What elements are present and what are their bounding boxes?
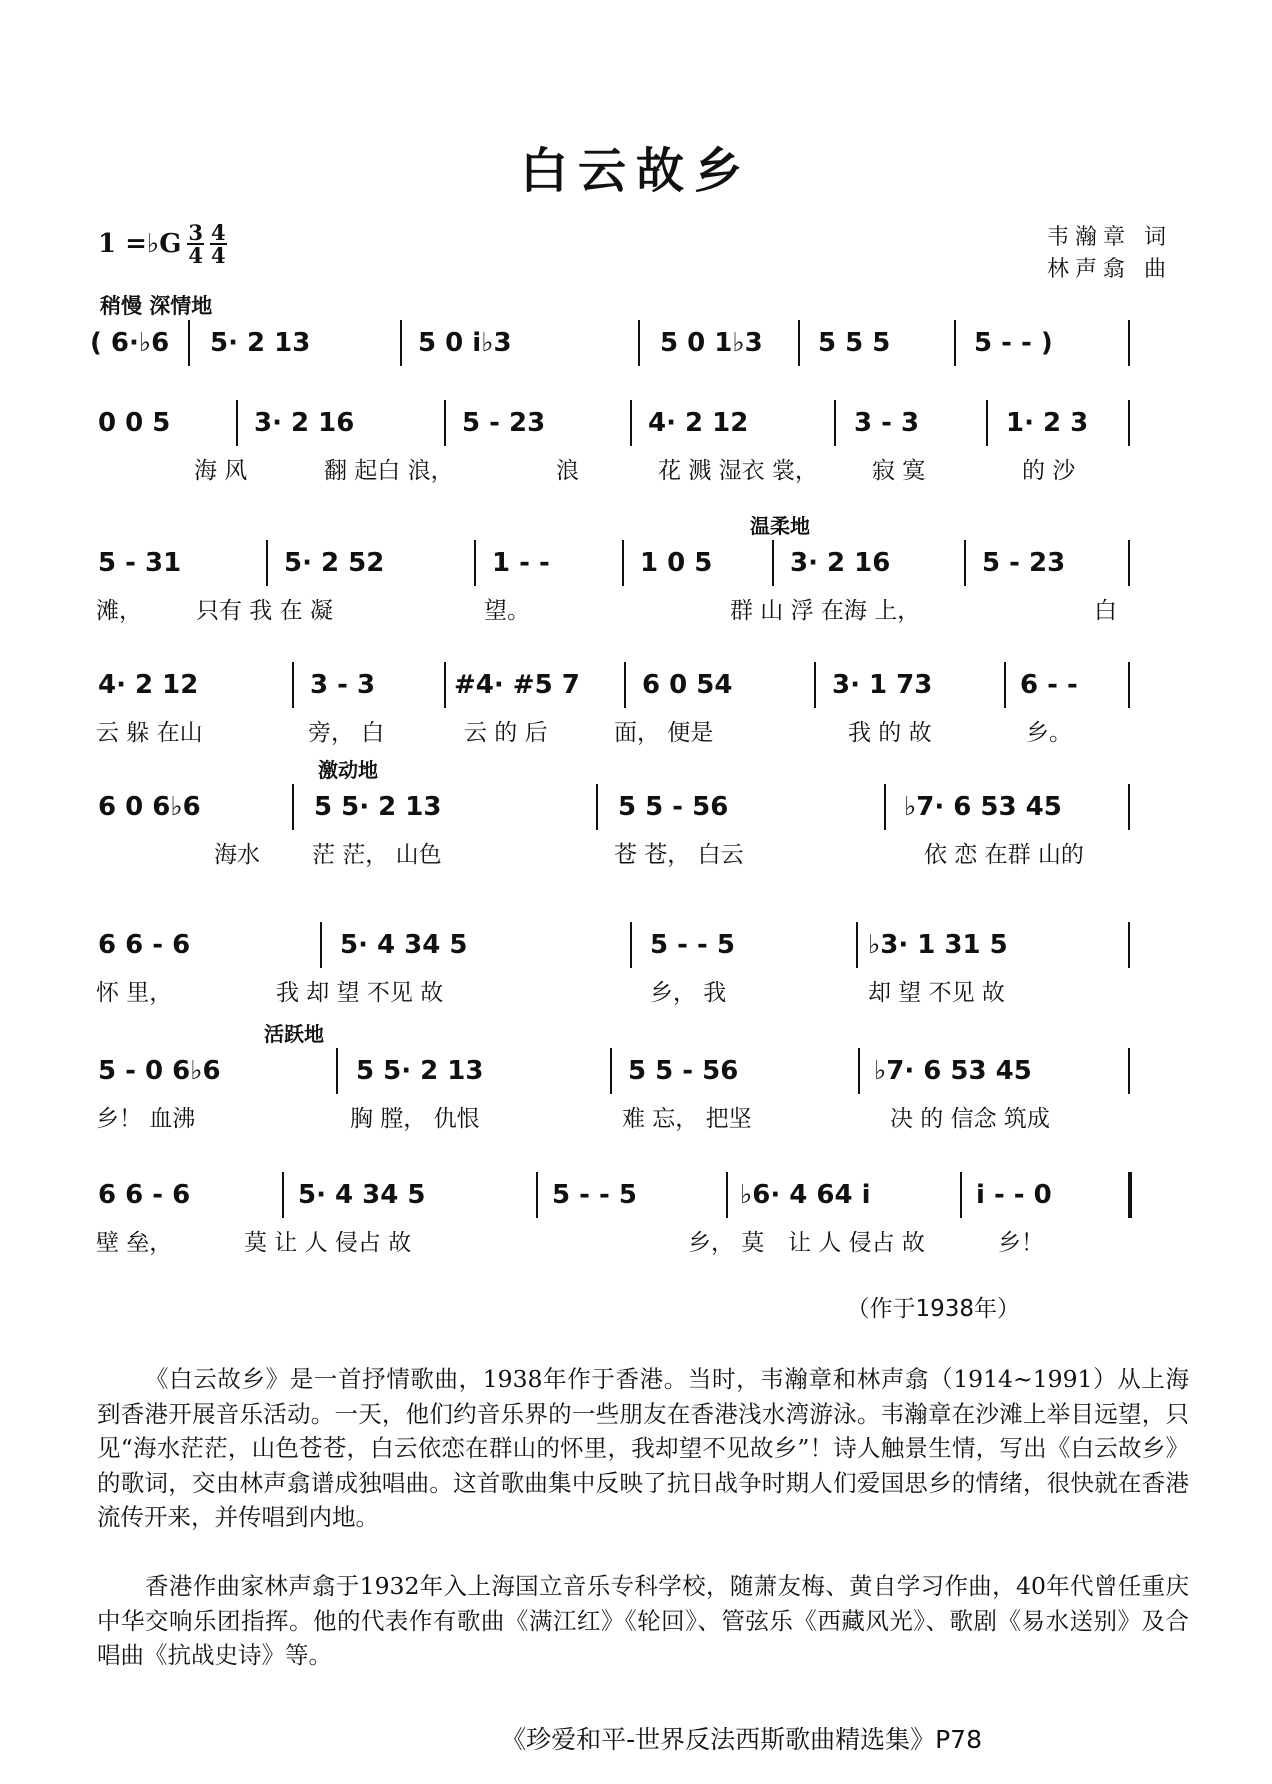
measure: 5 - 23 <box>462 408 546 438</box>
lyrics-row: 壁 垒， 莫 让 人 侵占 故 乡， 莫 让 人 侵占 故 乡！ <box>96 1230 1044 1256</box>
measure: 5 0 1♭3 <box>660 328 763 358</box>
score-system-1 <box>90 320 1178 368</box>
tempo-marking: 稍慢 深情地 <box>100 294 213 318</box>
barline <box>292 784 294 830</box>
barline <box>236 400 238 446</box>
barline <box>1128 662 1130 708</box>
time-signature-3-4: $\frac{3}{4}$ <box>188 220 204 268</box>
expression-marking: 活跃地 <box>264 1022 324 1046</box>
article-paragraph-2: 香港作曲家林声翕于1932年入上海国立音乐专科学校，随萧友梅、黄自学习作曲，40年代曾任重庆中华交响乐团指挥。他的代表作有歌曲《满江红》《轮回》、管弦乐《西藏风光》、歌剧《易水送别》及合唱曲《抗战史诗》等。 <box>97 1572 1189 1669</box>
measure: 4· 2 12 <box>648 408 749 438</box>
score-system-8 <box>98 1172 1178 1260</box>
lyrics-row: 海 风 翻 起白 浪， 浪 花 溅 湿衣 裳， 寂 寞 的 沙 <box>194 458 1076 484</box>
barline <box>986 400 988 446</box>
barline <box>400 320 402 366</box>
measure: ( 6·♭6 <box>90 328 170 358</box>
barline <box>1128 784 1130 830</box>
measure: 3· 2 16 <box>254 408 355 438</box>
barline <box>964 540 966 586</box>
notes-row <box>98 1022 1178 1096</box>
article-paragraph-1: 《白云故乡》是一首抒情歌曲，1938年作于香港。当时，韦瀚章和林声翕（1914~1991）从上海到香港开展音乐活动。一天，他们约音乐界的一些朋友在香港浅水湾游泳。韦瀚章在沙滩上举目远望，只见“海水茫茫，山色苍苍，白云依恋在群山的怀里，我却望不见故乡”！诗人触景生情，写出《白云故乡》的歌词，交由林声翕谱成独唱曲。这首歌曲集中反映了抗日战争时期人们爱国思乡的情绪，很快就在香港流传开来，并传唱到内地。 <box>97 1365 1189 1531</box>
measure: 3 - 3 <box>310 670 376 700</box>
measure: 3 - 3 <box>854 408 920 438</box>
barline <box>474 540 476 586</box>
final-barline <box>1128 1172 1132 1218</box>
barline <box>536 1172 538 1218</box>
barline <box>596 784 598 830</box>
barline <box>960 1172 962 1218</box>
notes-row <box>98 922 1178 970</box>
barline <box>798 320 800 366</box>
barline <box>638 320 640 366</box>
score-system-6 <box>98 922 1178 1010</box>
source-citation: 《珍爱和平-世界反法西斯歌曲精选集》P78 <box>501 1725 982 1754</box>
measure: 3· 2 16 <box>790 548 891 578</box>
measure: ♭7· 6 53 45 <box>904 792 1062 822</box>
barline <box>336 1048 338 1094</box>
credits <box>1047 222 1172 286</box>
measure: 5· 4 34 5 <box>340 930 468 960</box>
barline <box>320 922 322 968</box>
measure: 1· 2 3 <box>1006 408 1089 438</box>
key-signature: 1 =♭G <box>98 229 182 259</box>
lyrics-row: 怀 里， 我 却 望 不见 故 乡， 我 却 望 不见 故 <box>96 980 1005 1006</box>
barline <box>188 320 190 366</box>
composed-date-note: （作于1938年） <box>846 1296 1020 1322</box>
barline <box>630 922 632 968</box>
score-system-5 <box>98 758 1178 872</box>
barline <box>1128 1048 1130 1094</box>
measure: 4· 2 12 <box>98 670 199 700</box>
notes-row <box>98 514 1178 588</box>
barline <box>772 540 774 586</box>
measure: 5 - - ) <box>974 328 1053 358</box>
measure: 5· 2 13 <box>210 328 311 358</box>
expression-marking: 温柔地 <box>750 514 810 538</box>
barline <box>1128 922 1130 968</box>
measure: 5· 4 34 5 <box>298 1180 426 1210</box>
measure: i - - 0 <box>976 1180 1052 1210</box>
score-system-4 <box>98 662 1178 750</box>
score-system-2 <box>98 400 1178 488</box>
measure: 6 0 6♭6 <box>98 792 201 822</box>
barline <box>1128 320 1130 366</box>
measure: 5 5 5 <box>818 328 891 358</box>
time-signature-4-4: $\frac{4}{4}$ <box>211 220 226 268</box>
lyrics-row: 海水 茫 茫， 山色 苍 苍， 白云 依 恋 在群 山的 <box>214 842 1084 868</box>
barline <box>814 662 816 708</box>
notes-row <box>90 320 1178 368</box>
barline <box>726 1172 728 1218</box>
barline <box>444 662 446 708</box>
notes-row <box>98 758 1178 832</box>
measure: #4· #5 7 <box>454 670 580 700</box>
measure: 5· 2 52 <box>284 548 385 578</box>
barline <box>610 1048 612 1094</box>
lyrics-row: 云 躲 在山 旁， 白 云 的 后 面， 便是 我 的 故 乡。 <box>96 720 1072 746</box>
barline <box>266 540 268 586</box>
measure: 5 5· 2 13 <box>356 1056 484 1086</box>
measure: ♭7· 6 53 45 <box>874 1056 1032 1086</box>
barline <box>954 320 956 366</box>
score-system-7 <box>96 1022 1178 1136</box>
barline <box>622 540 624 586</box>
measure: 6 6 - 6 <box>98 1180 191 1210</box>
measure: 5 0 i♭3 <box>418 328 512 358</box>
barline <box>444 400 446 446</box>
score-system-3 <box>96 514 1178 628</box>
notes-row <box>98 662 1178 710</box>
barline <box>834 400 836 446</box>
measure: 6 6 - 6 <box>98 930 191 960</box>
lyricist: 韦瀚章 词 <box>1047 225 1172 250</box>
measure: 5 5 - 56 <box>618 792 729 822</box>
measure: 1 - - <box>492 548 550 578</box>
barline <box>292 662 294 708</box>
measure: 5 - 31 <box>98 548 182 578</box>
measure: 3· 1 73 <box>832 670 933 700</box>
composer: 林声翕 曲 <box>1047 257 1172 282</box>
measure: 6 0 54 <box>642 670 733 700</box>
measure: 5 5· 2 13 <box>314 792 442 822</box>
measure: 5 - - 5 <box>650 930 735 960</box>
measure: 5 - 23 <box>982 548 1066 578</box>
notes-row <box>98 1172 1178 1220</box>
barline <box>1004 662 1006 708</box>
measure: ♭6· 4 64 i <box>740 1180 871 1210</box>
barline <box>1128 400 1130 446</box>
notes-row <box>98 400 1178 448</box>
measure: 1 0 5 <box>640 548 713 578</box>
barline <box>858 1048 860 1094</box>
barline <box>1128 540 1130 586</box>
lyrics-row: 滩， 只有 我 在 凝 望。 群 山 浮 在海 上， 白 <box>96 598 1117 624</box>
measure: ♭3· 1 31 5 <box>868 930 1008 960</box>
expression-marking: 激动地 <box>318 758 378 782</box>
barline <box>630 400 632 446</box>
barline <box>884 784 886 830</box>
measure: 5 - - 5 <box>552 1180 637 1210</box>
measure: 6 - - <box>1020 670 1078 700</box>
measure: 5 5 - 56 <box>628 1056 739 1086</box>
measure: 5 - 0 6♭6 <box>98 1056 221 1086</box>
key-time-signature <box>98 222 227 266</box>
measure: 0 0 5 <box>98 408 171 438</box>
barline <box>282 1172 284 1218</box>
song-title: 白云故乡 <box>519 143 752 199</box>
lyrics-row: 乡！ 血沸 胸 膛， 仇恨 难 忘， 把坚 决 的 信念 筑成 <box>96 1106 1050 1132</box>
barline <box>624 662 626 708</box>
barline <box>856 922 858 968</box>
